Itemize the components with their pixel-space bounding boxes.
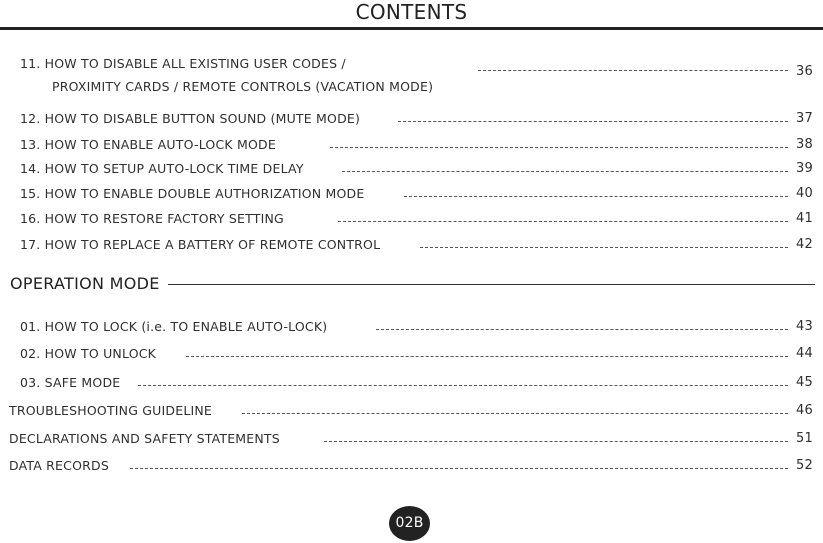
toc-entry-14[interactable] — [0, 158, 823, 180]
section-heading-operation-mode: OPERATION MODE — [10, 274, 160, 293]
toc-entry-label-continued: PROXIMITY CARDS / REMOTE CONTROLS (VACATION MODE) — [52, 79, 434, 94]
toc-entry-label: DECLARATIONS AND SAFETY STATEMENTS — [9, 431, 280, 446]
toc-entry-op-03[interactable] — [0, 372, 823, 394]
toc-leader — [130, 468, 788, 469]
title-rule — [0, 27, 823, 30]
toc-entry-label: 11. HOW TO DISABLE ALL EXISTING USER CODES / — [20, 56, 346, 71]
page-title: CONTENTS — [355, 0, 468, 24]
toc-entry-declarations[interactable] — [0, 428, 823, 450]
toc-entry-12[interactable] — [0, 108, 823, 130]
toc-leader — [324, 441, 788, 442]
toc-entry-17[interactable] — [0, 234, 823, 256]
toc-entry-label: 13. HOW TO ENABLE AUTO-LOCK MODE — [20, 137, 276, 152]
toc-page-number: 42 — [796, 237, 813, 252]
toc-entry-label: 03. SAFE MODE — [20, 375, 121, 390]
toc-entry-op-01[interactable] — [0, 316, 823, 338]
toc-entry-15[interactable] — [0, 183, 823, 205]
toc-page-number: 37 — [796, 111, 813, 126]
toc-entry-label: 14. HOW TO SETUP AUTO-LOCK TIME DELAY — [20, 161, 304, 176]
toc-leader — [138, 385, 788, 386]
toc-leader — [478, 70, 788, 71]
toc-entry-label: 17. HOW TO REPLACE A BATTERY OF REMOTE CONTROL — [20, 237, 381, 252]
toc-page-number: 43 — [796, 319, 813, 334]
toc-leader — [342, 171, 788, 172]
toc-page-number: 45 — [796, 375, 813, 390]
toc-leader — [404, 196, 788, 197]
toc-page-number: 36 — [796, 64, 813, 79]
toc-leader — [186, 356, 788, 357]
toc-entry-11[interactable] — [0, 53, 823, 79]
toc-leader — [398, 121, 788, 122]
toc-entry-16[interactable] — [0, 208, 823, 230]
toc-page-number: 39 — [796, 161, 813, 176]
toc-entry-13[interactable] — [0, 134, 823, 156]
page-number-badge: 02B — [389, 506, 430, 541]
toc-leader — [242, 413, 788, 414]
toc-entry-data-records[interactable] — [0, 455, 823, 477]
toc-entry-label: 12. HOW TO DISABLE BUTTON SOUND (MUTE MODE) — [20, 111, 361, 126]
toc-entry-label: TROUBLESHOOTING GUIDELINE — [9, 403, 213, 418]
toc-entry-troubleshooting[interactable] — [0, 400, 823, 422]
toc-page-number: 41 — [796, 211, 813, 226]
toc-leader — [338, 221, 788, 222]
toc-leader — [420, 247, 788, 248]
toc-entry-label: 02. HOW TO UNLOCK — [20, 346, 157, 361]
toc-page-number: 44 — [796, 346, 813, 361]
toc-leader — [330, 147, 788, 148]
toc-entry-op-02[interactable] — [0, 343, 823, 365]
toc-page-number: 40 — [796, 186, 813, 201]
toc-entry-label: DATA RECORDS — [9, 458, 109, 473]
toc-entry-label: 15. HOW TO ENABLE DOUBLE AUTHORIZATION MODE — [20, 186, 365, 201]
toc-leader — [376, 329, 788, 330]
toc-entry-label: 01. HOW TO LOCK (i.e. TO ENABLE AUTO-LOCK) — [20, 319, 328, 334]
toc-page-number: 52 — [796, 458, 813, 473]
toc-page-number: 46 — [796, 403, 813, 418]
toc-entry-label: 16. HOW TO RESTORE FACTORY SETTING — [20, 211, 284, 226]
toc-page-number: 51 — [796, 431, 813, 446]
section-rule — [168, 284, 815, 285]
toc-page-number: 38 — [796, 137, 813, 152]
